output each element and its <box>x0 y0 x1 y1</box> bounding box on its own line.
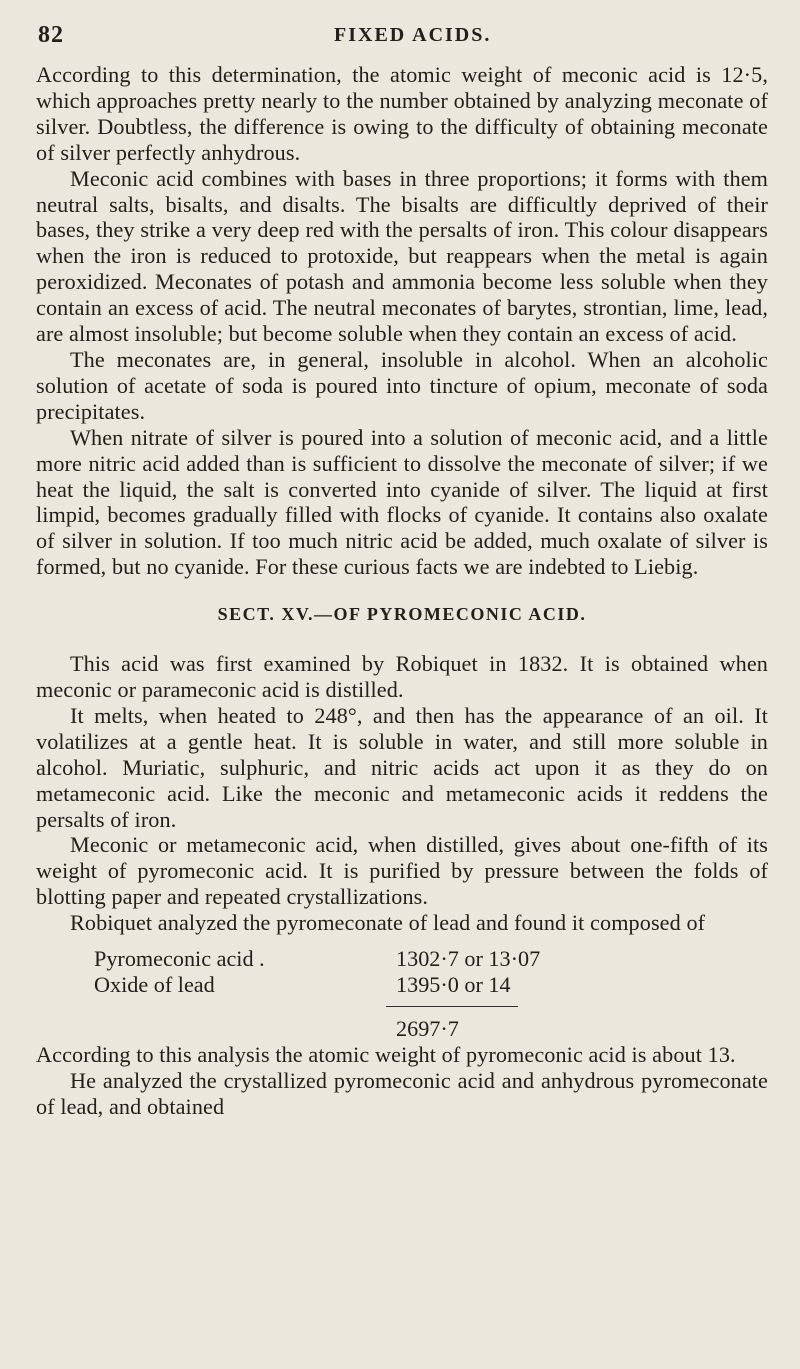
composition-total <box>36 1016 768 1042</box>
sum-rule <box>36 998 768 1016</box>
running-head <box>36 22 768 62</box>
paragraph: He analyzed the crystallized pyromeconic acid and anhydrous pyromeconate of lead, and obtained <box>36 1068 768 1119</box>
book-page <box>36 22 768 1120</box>
composition-name: Pyromeconic acid . <box>94 946 265 972</box>
paragraph: The meconates are, in general, insoluble in alcohol. When an alcoholic solution of acetate of soda is poured into tincture of opium, meconate of soda precipitates. <box>36 346 768 424</box>
composition-value: 1302·7 or 13·07 <box>396 946 541 972</box>
paragraph: According to this analysis the atomic weight of pyromeconic acid is about 13. <box>36 1042 736 1068</box>
composition-row <box>36 946 768 972</box>
composition-value: 1395·0 or 14 <box>396 972 511 998</box>
composition-name: Oxide of lead <box>94 972 215 998</box>
paragraph: When nitrate of silver is poured into a solution of meconic acid, and a little more nitric acid added than is sufficient to dissolve the meconate of silver; if we heat the liquid, the salt is converted into cyanide of silver. The liquid at first limpid, becomes gradually filled with flocks of cyanide. It contains also oxalate of silver in solution. If too much nitric acid be added, much oxalate of silver is formed, but no cyanide. For these curious facts we are indebted to Liebig. <box>36 424 768 580</box>
section-heading: SECT. XV.—OF PYROMECONIC ACID. <box>217 604 587 625</box>
running-title: FIXED ACIDS. <box>334 24 492 46</box>
composition-total-value: 2697·7 <box>396 1016 459 1042</box>
composition-table <box>36 946 768 1042</box>
paragraph: It melts, when heated to 248°, and then has the appearance of an oil. It volatilizes at a gentle heat. It is soluble in water, and still more soluble in alcohol. Muriatic, sulphuric, and nitric acids act upon it as they do on metameconic acid. Like the meconic and metameconic acids it reddens the persalts of iron. <box>36 702 768 832</box>
paragraph: Robiquet analyzed the pyromeconate of lead and found it composed of <box>70 910 706 936</box>
paragraph: Meconic acid combines with bases in three proportions; it forms with them neutral salts, bisalts, and disalts. The bisalts are difficultly deprived of their bases, they strike a very deep red with the persalts of iron. This colour disappears when the iron is reduced to protoxide, but reappears when the metal is again peroxidized. Meconates of potash and ammonia become less soluble when they contain an excess of acid. The neutral meconates of barytes, strontian, lime, lead, are almost insoluble; but become soluble when they contain an excess of acid. <box>36 165 768 347</box>
paragraph: According to this determination, the atomic weight of meconic acid is 12·5, which approaches pretty nearly to the number obtained by analyzing meconate of silver. Doubtless, the difference is owing to the difficulty of obtaining meconate of silver perfectly anhydrous. <box>36 62 768 165</box>
paragraph: Meconic or metameconic acid, when distilled, gives about one-fifth of its weight of pyromeconic acid. It is purified by pressure between the folds of blotting paper and repeated crystallizations. <box>36 832 768 910</box>
page-number: 82 <box>38 22 64 48</box>
composition-row <box>36 972 768 998</box>
paragraph: This acid was first examined by Robiquet in 1832. It is obtained when meconic or parameconic acid is distilled. <box>36 651 768 703</box>
